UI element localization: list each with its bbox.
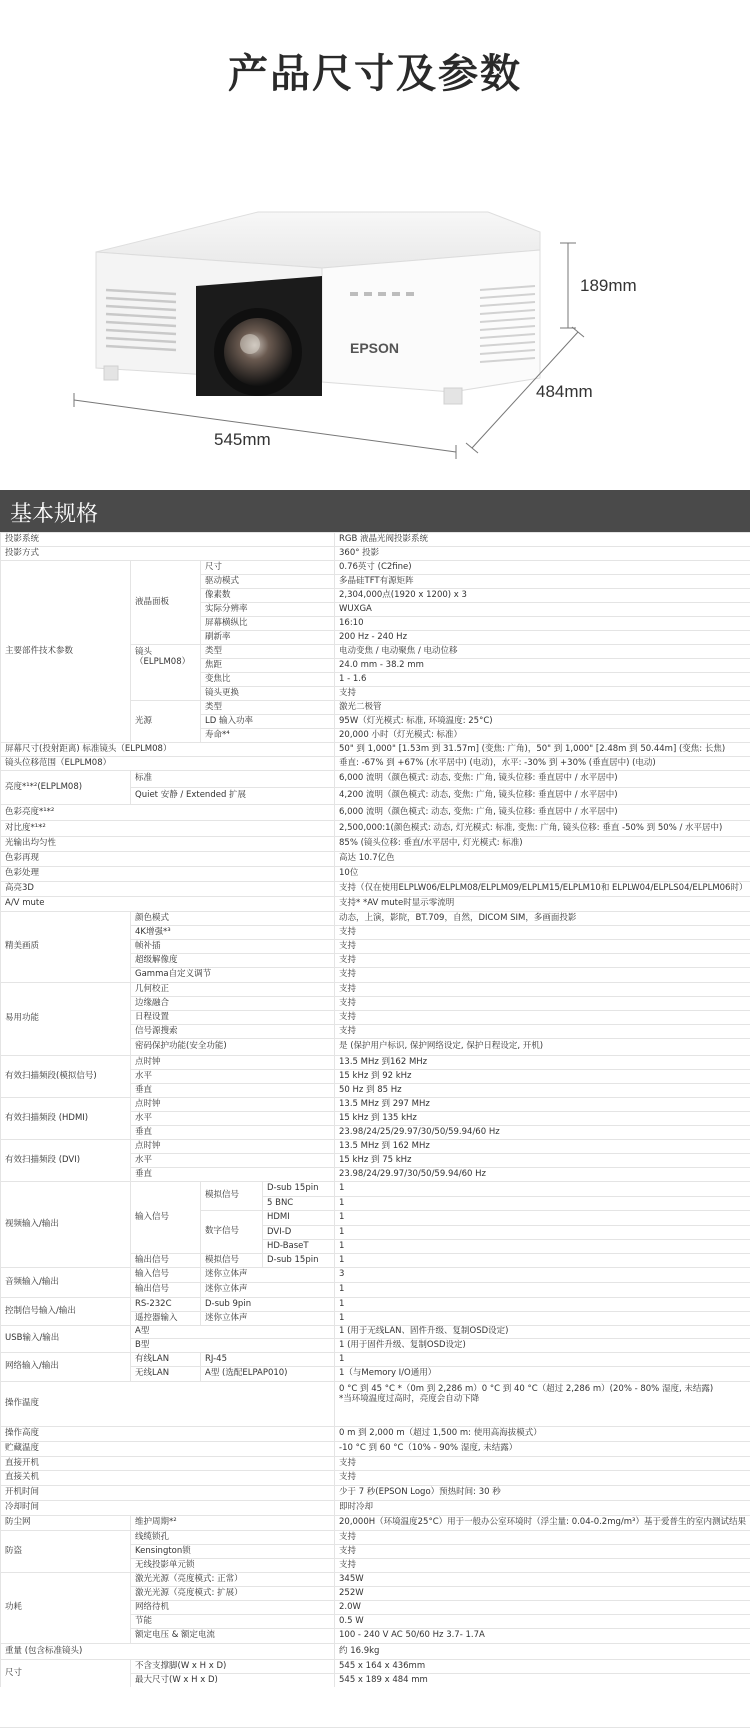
spec-value: 15 kHz 到 135 kHz: [334, 1111, 750, 1125]
spec-value: 高达 10.7亿色: [334, 851, 750, 866]
spec-label: 防盗: [0, 1530, 130, 1572]
spec-value: 支持: [334, 925, 750, 939]
spec-value: 1: [334, 1297, 750, 1311]
spec-value: 支持: [334, 996, 750, 1010]
spec-label: 输出信号: [130, 1253, 200, 1267]
spec-value: 支持: [334, 1544, 750, 1558]
spec-label: 维护周期*²: [130, 1515, 334, 1530]
spec-label: 像素数: [200, 588, 334, 602]
spec-value: 多晶硅TFT有源矩阵: [334, 574, 750, 588]
spec-label: 几何校正: [130, 982, 334, 996]
spec-label: DVI-D: [262, 1225, 334, 1239]
spec-value: 6,000 流明（颜色模式: 动态, 变焦: 广角, 镜头位移: 垂直居中 / 水平居中): [334, 804, 750, 820]
spec-label: 点时钟: [130, 1055, 334, 1069]
spec-label: HD-BaseT: [262, 1239, 334, 1253]
spec-value: 1 (用于无线LAN、固件升级、复制OSD设定): [334, 1325, 750, 1338]
spec-value: 支持: [334, 1558, 750, 1572]
spec-label: 高亮3D: [0, 881, 334, 896]
spec-label: 点时钟: [130, 1097, 334, 1111]
spec-value: RGB 液晶光阀投影系统: [334, 532, 750, 546]
spec-label: 控制信号输入/输出: [0, 1297, 130, 1325]
spec-value: 200 Hz - 240 Hz: [334, 630, 750, 644]
spec-value: 100 - 240 V AC 50/60 Hz 3.7- 1.7A: [334, 1628, 750, 1643]
spec-value: 1: [334, 1225, 750, 1239]
spec-label: 迷你立体声: [200, 1267, 334, 1282]
spec-label: 视频输入/输出: [0, 1181, 130, 1267]
spec-value: 10位: [334, 866, 750, 881]
spec-label: A/V mute: [0, 896, 334, 911]
spec-value: 1: [334, 1253, 750, 1267]
spec-label: 投影方式: [0, 546, 334, 560]
spec-label: 直接开机: [0, 1456, 334, 1470]
spec-label: 精美画质: [0, 911, 130, 982]
spec-label: 水平: [130, 1111, 334, 1125]
spec-value: 13.5 MHz 到 297 MHz: [334, 1097, 750, 1111]
spec-value: 是 (保护用户标识, 保护网络设定, 保护日程设定, 开机): [334, 1038, 750, 1055]
spec-value: 少于 7 秒(EPSON Logo）预热时间: 30 秒: [334, 1485, 750, 1500]
spec-label: 激光光源（亮度模式: 扩展）: [130, 1586, 334, 1600]
spec-label: 垂直: [130, 1083, 334, 1097]
spec-label: 帧补插: [130, 939, 334, 953]
spec-label: 4K增强*³: [130, 925, 334, 939]
spec-label: 光源: [130, 700, 200, 742]
spec-label: 易用功能: [0, 982, 130, 1055]
spec-label: 输出信号: [130, 1282, 200, 1297]
spec-label: 功耗: [0, 1572, 130, 1643]
page-title: 产品尺寸及参数: [228, 51, 522, 97]
spec-value: 2,304,000点(1920 x 1200) x 3: [334, 588, 750, 602]
spec-label: 光输出均匀性: [0, 836, 334, 851]
spec-label: A型: [130, 1325, 334, 1338]
spec-label: 激光光源（亮度模式: 正常）: [130, 1572, 334, 1586]
spec-value: 约 16.9kg: [334, 1643, 750, 1659]
spec-label: HDMI: [262, 1210, 334, 1225]
spec-value: 4,200 流明（颜色模式: 动态, 变焦: 广角, 镜头位移: 垂直居中 / 水平居中): [334, 787, 750, 804]
spec-value: WUXGA: [334, 602, 750, 616]
spec-label: 信号源搜索: [130, 1024, 334, 1038]
spec-label: 额定电压 & 额定电流: [130, 1628, 334, 1643]
spec-label: USB输入/输出: [0, 1325, 130, 1352]
spec-value: 支持: [334, 686, 750, 700]
spec-label: 刷新率: [200, 630, 334, 644]
spec-value: 支持: [334, 939, 750, 953]
spec-label: D-sub 15pin: [262, 1181, 334, 1196]
spec-value: 545 x 164 x 436mm: [334, 1659, 750, 1673]
spec-label: 色彩处理: [0, 866, 334, 881]
section-title: 基本规格: [10, 502, 99, 527]
spec-label: 标准: [130, 770, 334, 787]
spec-table: [0, 532, 750, 1728]
spec-value: 0.5 W: [334, 1614, 750, 1628]
spec-value: 85% (镜头位移: 垂直/水平居中, 灯光模式: 标准): [334, 836, 750, 851]
spec-label: 亮度*¹*²(ELPLM08): [0, 770, 130, 804]
spec-label: LD 输入功率: [200, 714, 334, 728]
spec-value: 50" 到 1,000" [1.53m 到 31.57m] (变焦: 广角)，50" 到 1,000" [2.48m 到 50.44m] (变焦: 长焦): [334, 742, 750, 756]
spec-value: 0 °C 到 45 °C *（0m 到 2,286 m）0 °C 到 40 °C（超过 2,286 m）(20% - 80% 湿度, 未结露) *当环境温度过高时，亮度会自动下降: [334, 1381, 750, 1426]
spec-value: 1（与Memory I/O通用）: [334, 1366, 750, 1381]
spec-value: 支持: [334, 1024, 750, 1038]
spec-value: 20,000H（环境温度25°C）用于一般办公室环境时（浮尘量: 0.04-0.2mg/m³）基于爱普生的室内测试结果: [334, 1515, 750, 1530]
spec-value: 0.76英寸 (C2fine): [334, 560, 750, 574]
spec-value: 20,000 小时（灯光模式: 标准）: [334, 728, 750, 742]
spec-value: 3: [334, 1267, 750, 1282]
projector-illustration: [0, 0, 750, 490]
spec-value: 支持* *AV mute时显示零流明: [334, 896, 750, 911]
spec-value: 24.0 mm - 38.2 mm: [334, 658, 750, 672]
spec-value: 360° 投影: [334, 546, 750, 560]
spec-label: 不含支撑脚(W x H x D): [130, 1659, 334, 1673]
spec-value: 15 kHz 到 92 kHz: [334, 1069, 750, 1083]
spec-label: 有效扫描频段(模拟信号): [0, 1055, 130, 1097]
spec-value: 1: [334, 1311, 750, 1325]
spec-value: 2.0W: [334, 1600, 750, 1614]
spec-label: 输入信号: [130, 1267, 200, 1282]
spec-value: 0 m 到 2,000 m（超过 1,500 m: 使用高海拔模式）: [334, 1426, 750, 1441]
spec-value: 252W: [334, 1586, 750, 1600]
spec-value: 支持: [334, 1470, 750, 1485]
spec-label: 开机时间: [0, 1485, 334, 1500]
spec-value: 垂直: -67% 到 +67% (水平居中) (电动)，水平: -30% 到 +30% (垂直居中) (电动): [334, 756, 750, 770]
spec-label: 类型: [200, 700, 334, 714]
spec-value: 1: [334, 1239, 750, 1253]
spec-label: 冷却时间: [0, 1500, 334, 1515]
spec-label: D-sub 15pin: [262, 1253, 334, 1267]
spec-value: 95W（灯光模式: 标准, 环境温度: 25°C): [334, 714, 750, 728]
spec-label: 颜色模式: [130, 911, 334, 925]
spec-value: 1: [334, 1196, 750, 1210]
spec-label: 遥控器输入: [130, 1311, 200, 1325]
spec-value: 支持: [334, 1456, 750, 1470]
spec-label: 色彩再现: [0, 851, 334, 866]
spec-label: RS-232C: [130, 1297, 200, 1311]
spec-label: 驱动模式: [200, 574, 334, 588]
spec-label: 类型: [200, 644, 334, 658]
spec-label: 屏幕尺寸(投射距离) 标准镜头（ELPLM08）: [0, 742, 334, 756]
spec-label: D-sub 9pin: [200, 1297, 334, 1311]
spec-value: 1 - 1.6: [334, 672, 750, 686]
spec-label: 尺寸: [200, 560, 334, 574]
spec-label: 无线LAN: [130, 1366, 200, 1381]
spec-label: A型 (选配ELPAP010): [200, 1366, 334, 1381]
spec-value: 345W: [334, 1572, 750, 1586]
spec-label: 液晶面板: [130, 560, 200, 644]
spec-label: 数字信号: [200, 1210, 262, 1253]
spec-label: 重量 (包含标准镜头): [0, 1643, 334, 1659]
spec-label: Kensington锁: [130, 1544, 334, 1558]
spec-label: Gamma自定义调节: [130, 967, 334, 982]
spec-label: 变焦比: [200, 672, 334, 686]
spec-value: 支持: [334, 1010, 750, 1024]
spec-label: 有线LAN: [130, 1352, 200, 1366]
spec-value: 16:10: [334, 616, 750, 630]
spec-label: 密码保护功能(安全功能): [130, 1038, 334, 1055]
spec-label: 镜头 （ELPLM08）: [130, 644, 200, 700]
spec-label: 屏幕横纵比: [200, 616, 334, 630]
spec-label: 模拟信号: [200, 1253, 262, 1267]
spec-label: 水平: [130, 1153, 334, 1167]
spec-value: 激光二极管: [334, 700, 750, 714]
spec-value: 即时冷却: [334, 1500, 750, 1515]
spec-value: 15 kHz 到 75 kHz: [334, 1153, 750, 1167]
spec-label: 垂直: [130, 1167, 334, 1181]
spec-label: 有效扫描频段 (HDMI): [0, 1097, 130, 1139]
spec-value: 13.5 MHz 到162 MHz: [334, 1055, 750, 1069]
height-dimension: 189mm: [580, 276, 637, 295]
spec-value: 支持: [334, 982, 750, 996]
spec-label: 点时钟: [130, 1139, 334, 1153]
spec-label: 直接关机: [0, 1470, 334, 1485]
brand-logo: EPSON: [350, 340, 400, 356]
spec-label: 超级解像度: [130, 953, 334, 967]
spec-label: 网络待机: [130, 1600, 334, 1614]
spec-label: 防尘网: [0, 1515, 130, 1530]
spec-value: 支持: [334, 1530, 750, 1544]
spec-label: 迷你立体声: [200, 1311, 334, 1325]
spec-label: 操作温度: [0, 1381, 334, 1426]
spec-value: 6,000 流明（颜色模式: 动态, 变焦: 广角, 镜头位移: 垂直居中 / 水平居中): [334, 770, 750, 787]
spec-label: 实际分辨率: [200, 602, 334, 616]
spec-label: Quiet 安静 / Extended 扩展: [130, 787, 334, 804]
spec-label: 网络输入/输出: [0, 1352, 130, 1381]
spec-value: -10 °C 到 60 °C（10% - 90% 湿度, 未结露）: [334, 1441, 750, 1456]
spec-label: 音频输入/输出: [0, 1267, 130, 1297]
spec-label: 日程设置: [130, 1010, 334, 1024]
spec-label: 对比度*¹*²: [0, 820, 334, 836]
spec-label: 节能: [130, 1614, 334, 1628]
spec-value: 1: [334, 1181, 750, 1196]
spec-value: 1 (用于固件升级、复制OSD设定): [334, 1338, 750, 1352]
spec-value: 1: [334, 1282, 750, 1297]
spec-value: 13.5 MHz 到 162 MHz: [334, 1139, 750, 1153]
spec-value: 2,500,000:1(颜色模式: 动态, 灯光模式: 标准, 变焦: 广角, 镜头位移: 垂直 -50% 到 50% / 水平居中): [334, 820, 750, 836]
spec-label: RJ-45: [200, 1352, 334, 1366]
spec-value: 23.98/24/25/29.97/30/50/59.94/60 Hz: [334, 1125, 750, 1139]
spec-label: 尺寸: [0, 1659, 130, 1687]
spec-value: 支持: [334, 967, 750, 982]
spec-value: 支持: [334, 953, 750, 967]
spec-label: 贮藏温度: [0, 1441, 334, 1456]
spec-label: 操作高度: [0, 1426, 334, 1441]
spec-label: 模拟信号: [200, 1181, 262, 1210]
section-header: [0, 490, 750, 532]
spec-label: 线缆锁孔: [130, 1530, 334, 1544]
depth-dimension: 484mm: [536, 382, 593, 401]
spec-label: 投影系统: [0, 532, 334, 546]
spec-label: 最大尺寸(W x H x D): [130, 1673, 334, 1687]
spec-value: 50 Hz 到 85 Hz: [334, 1083, 750, 1097]
spec-label: B型: [130, 1338, 334, 1352]
spec-label: 镜头更换: [200, 686, 334, 700]
spec-value: 545 x 189 x 484 mm: [334, 1673, 750, 1687]
spec-label: 5 BNC: [262, 1196, 334, 1210]
spec-label: 输入信号: [130, 1181, 200, 1253]
spec-label: 主要部件技术参数: [0, 560, 130, 742]
spec-value: 动态，上演，影院，BT.709，自然，DICOM SIM，多画面投影: [334, 911, 750, 925]
spec-label: 边缘融合: [130, 996, 334, 1010]
spec-label: 寿命*⁴: [200, 728, 334, 742]
spec-label: 焦距: [200, 658, 334, 672]
spec-label: 垂直: [130, 1125, 334, 1139]
spec-label: 迷你立体声: [200, 1282, 334, 1297]
spec-value: 23.98/24/29.97/30/50/59.94/60 Hz: [334, 1167, 750, 1181]
spec-label: 有效扫描频段 (DVI): [0, 1139, 130, 1181]
spec-value: 1: [334, 1210, 750, 1225]
spec-value: 电动变焦 / 电动聚焦 / 电动位移: [334, 644, 750, 658]
spec-label: 镜头位移范围（ELPLM08）: [0, 756, 334, 770]
spec-value: 支持（仅在使用ELPLW06/ELPLM08/ELPLM09/ELPLM15/ELPLM10和 ELPLW04/ELPLS04/ELPLM06时）: [334, 881, 750, 896]
spec-label: 无线投影单元锁: [130, 1558, 334, 1572]
product-hero: [0, 0, 750, 490]
spec-label: 水平: [130, 1069, 334, 1083]
spec-value: 1: [334, 1352, 750, 1366]
spec-label: 色彩亮度*¹*²: [0, 804, 334, 820]
width-dimension: 545mm: [214, 430, 271, 449]
